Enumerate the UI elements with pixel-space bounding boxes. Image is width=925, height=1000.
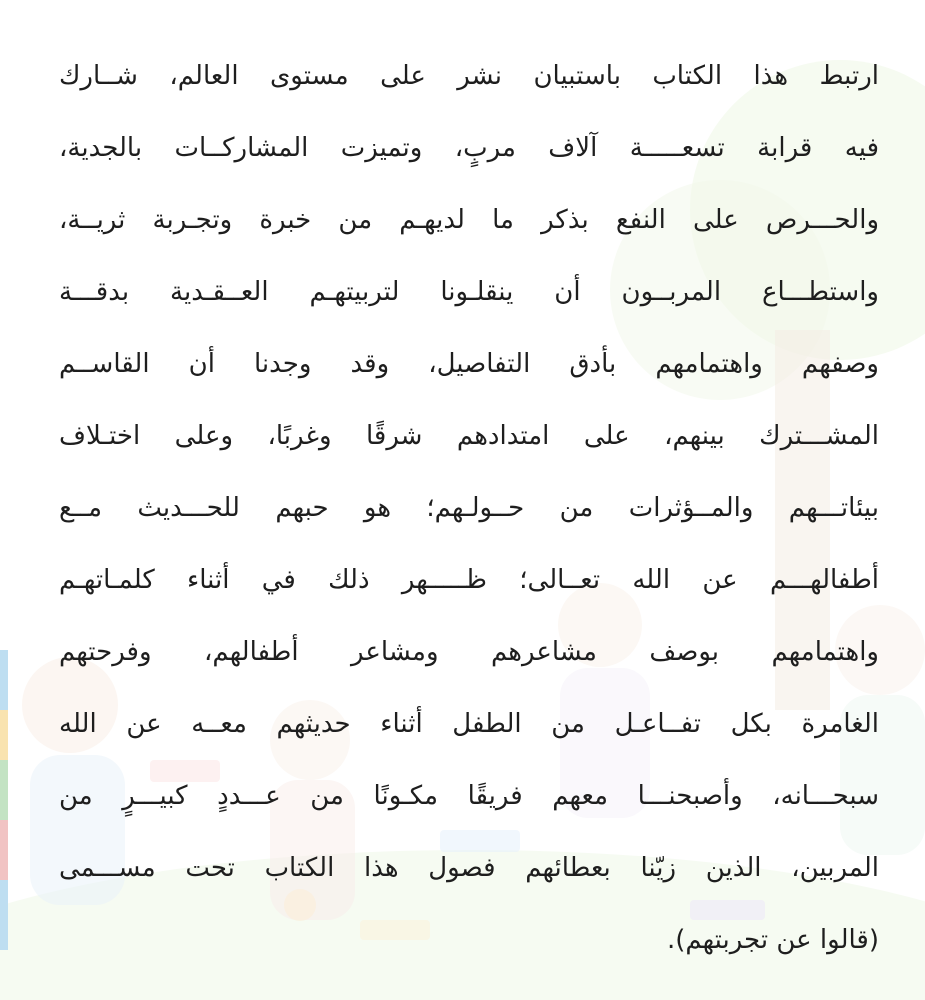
paragraph-line: المربين، الذين زيّنا بعطائهم فصول هذا الكتاب تحت مســـمى — [59, 853, 879, 883]
paragraph-line: فيه قرابة تسعـــــة آلاف مربٍ، وتميزت المشاركــات بالجدية، — [59, 133, 879, 163]
paragraph-line: (قالوا عن تجربتهم). — [666, 925, 879, 955]
paragraph-line: أطفالهـــم عن الله تعــالى؛ ظـــــهر ذلك في أثناء كلمـاتهـم — [59, 565, 879, 595]
paragraph-line: المشـــترك بينهم، على امتدادهم شرقًا وغربًا، وعلى اختـلاف — [59, 421, 879, 451]
paragraph-line: واهتمامهم بوصف مشاعرهم ومشاعر أطفالهم، وفرحتهم — [59, 637, 879, 667]
paragraph-line: والحـــرص على النفع بذكر ما لديهـم من خبرة وتجـربة ثريــة، — [59, 205, 879, 235]
paragraph-line: واستطـــاع المربــون أن ينقلـونا لتربيتهـم العــقـدية بدقـــة — [59, 277, 879, 307]
paragraph-line: بيئاتـــهم والمــؤثرات من حــولـهم؛ هو حبهم للحـــديث مــع — [59, 493, 879, 523]
paragraph-line: وصفهم واهتمامهم بأدق التفاصيل، وقد وجدنا أن القاســم — [59, 349, 879, 379]
paragraph-line: الغامرة بكل تفــاعـل من الطفل أثناء حديثهم معــه عن الله — [59, 709, 879, 739]
arabic-paragraph — [59, 40, 879, 976]
paragraph-line: سبحـــانه، وأصبحنـــا معهم فريقًا مكـونًا من عـــددٍ كبيـــرٍ من — [59, 781, 879, 811]
paragraph-line: ارتبط هذا الكتاب باستبيان نشر على مستوى العالم، شــارك — [59, 61, 879, 91]
